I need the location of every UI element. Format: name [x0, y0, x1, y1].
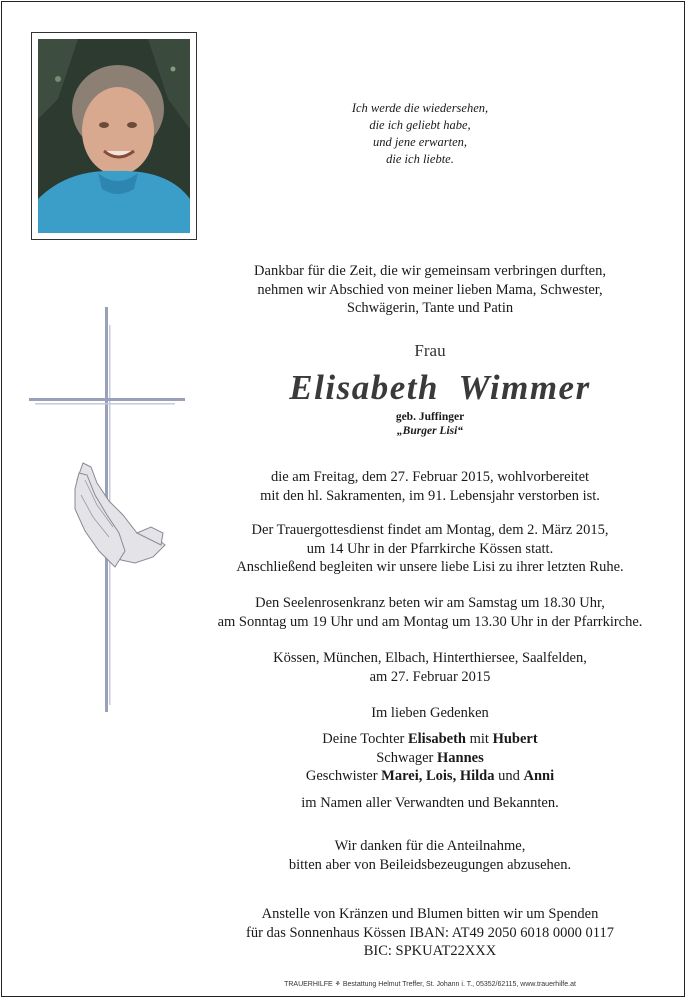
- partner-name: Hubert: [492, 731, 538, 747]
- daughter-prefix: Deine Tochter: [322, 731, 405, 747]
- thanks-line: Wir danken für die Anteilnahme,: [334, 838, 526, 854]
- intro-text: [180, 262, 680, 318]
- thanks-text: [180, 837, 680, 874]
- portrait-image: [38, 39, 190, 233]
- portrait-frame: [31, 32, 197, 240]
- siblings-prefix: Geschwister: [305, 768, 378, 784]
- title-prefix: Frau: [414, 341, 446, 360]
- death-notice-line: die am Freitag, dem 27. Februar 2015, wohlvorbereitet: [270, 469, 590, 485]
- relatives-line: im Namen aller Verwandten und Bekannten.: [301, 795, 559, 811]
- poem-line: Ich werde die wiedersehen,: [351, 101, 489, 115]
- rosary-line: am Sonntag um 19 Uhr und am Montag um 13.30 Uhr in der Pfarrkirche.: [217, 613, 643, 630]
- rosary-info: [180, 594, 680, 631]
- portrait-photo: [38, 39, 190, 233]
- family-siblings-line: [180, 767, 680, 786]
- and-word: und: [498, 768, 520, 784]
- donation-text: [180, 905, 680, 961]
- family-list: [180, 730, 680, 786]
- funeral-line: Der Trauergottesdienst findet am Montag, dem 2. März 2015,: [251, 522, 609, 538]
- rosary-line: Den Seelenrosenkranz beten wir am Samstag um 18.30 Uhr,: [255, 595, 605, 611]
- nickname: „Burger Lisi“: [396, 425, 464, 437]
- siblings-names: Marei, Lois, Hilda: [381, 768, 495, 784]
- death-notice: [180, 468, 680, 505]
- poem-line: die ich liebte.: [386, 152, 454, 166]
- brother-in-law-prefix: Schwager: [376, 749, 434, 766]
- places-date: [180, 649, 680, 686]
- deceased-name: Elisabeth Wimmer: [289, 368, 591, 407]
- sibling-last-name: Anni: [523, 768, 555, 784]
- poem: [290, 100, 550, 168]
- thanks-line: bitten aber von Beileidsbezeugungen abzusehen.: [288, 856, 572, 873]
- with-word: mit: [469, 731, 489, 747]
- birth-name-block: [180, 410, 680, 438]
- family-daughter-line: [180, 730, 680, 749]
- funeral-line: um 14 Uhr in der Pfarrkirche Kössen statt.: [306, 540, 554, 557]
- donation-line: für das Sonnenhaus Kössen IBAN: AT49 2050 6018 0000 0117: [246, 924, 614, 941]
- donation-line: Anstelle von Kränzen und Blumen bitten wir um Spenden: [261, 906, 599, 922]
- funeral-info: [180, 521, 680, 577]
- poem-line: die ich geliebt habe,: [369, 118, 471, 132]
- date-line: am 27. Februar 2015: [369, 668, 491, 685]
- intro-line: Dankbar für die Zeit, die wir gemeinsam verbringen durften,: [254, 263, 606, 279]
- memory-heading: Im lieben Gedenken: [371, 705, 489, 721]
- death-notice-line: mit den hl. Sakramenten, im 91. Lebensjahr verstorben ist.: [260, 487, 600, 504]
- intro-line: nehmen wir Abschied von meiner lieben Mama, Schwester,: [257, 281, 603, 298]
- intro-line: Schwägerin, Tante und Patin: [346, 300, 514, 316]
- funeral-line: Anschließend begleiten wir unsere liebe Lisi zu ihrer letzten Ruhe.: [236, 559, 624, 575]
- places-line: Kössen, München, Elbach, Hinterthiersee, Saalfelden,: [273, 650, 587, 666]
- donation-line: BIC: SPKUAT22XXX: [363, 943, 497, 959]
- birth-name: geb. Juffinger: [395, 411, 465, 423]
- family-brother-in-law-line: [180, 749, 680, 768]
- undertaker-footer: TRAUERHILFE ⚘ Bestattung Helmut Treffer, St. Johann i. T., 05352/62115, www.trauerhilfe.at: [284, 981, 576, 988]
- poem-line: und jene erwarten,: [372, 135, 468, 149]
- cross-with-praying-hands-icon: [25, 305, 190, 715]
- daughter-name: Elisabeth: [407, 731, 466, 747]
- brother-in-law-name: Hannes: [437, 749, 484, 766]
